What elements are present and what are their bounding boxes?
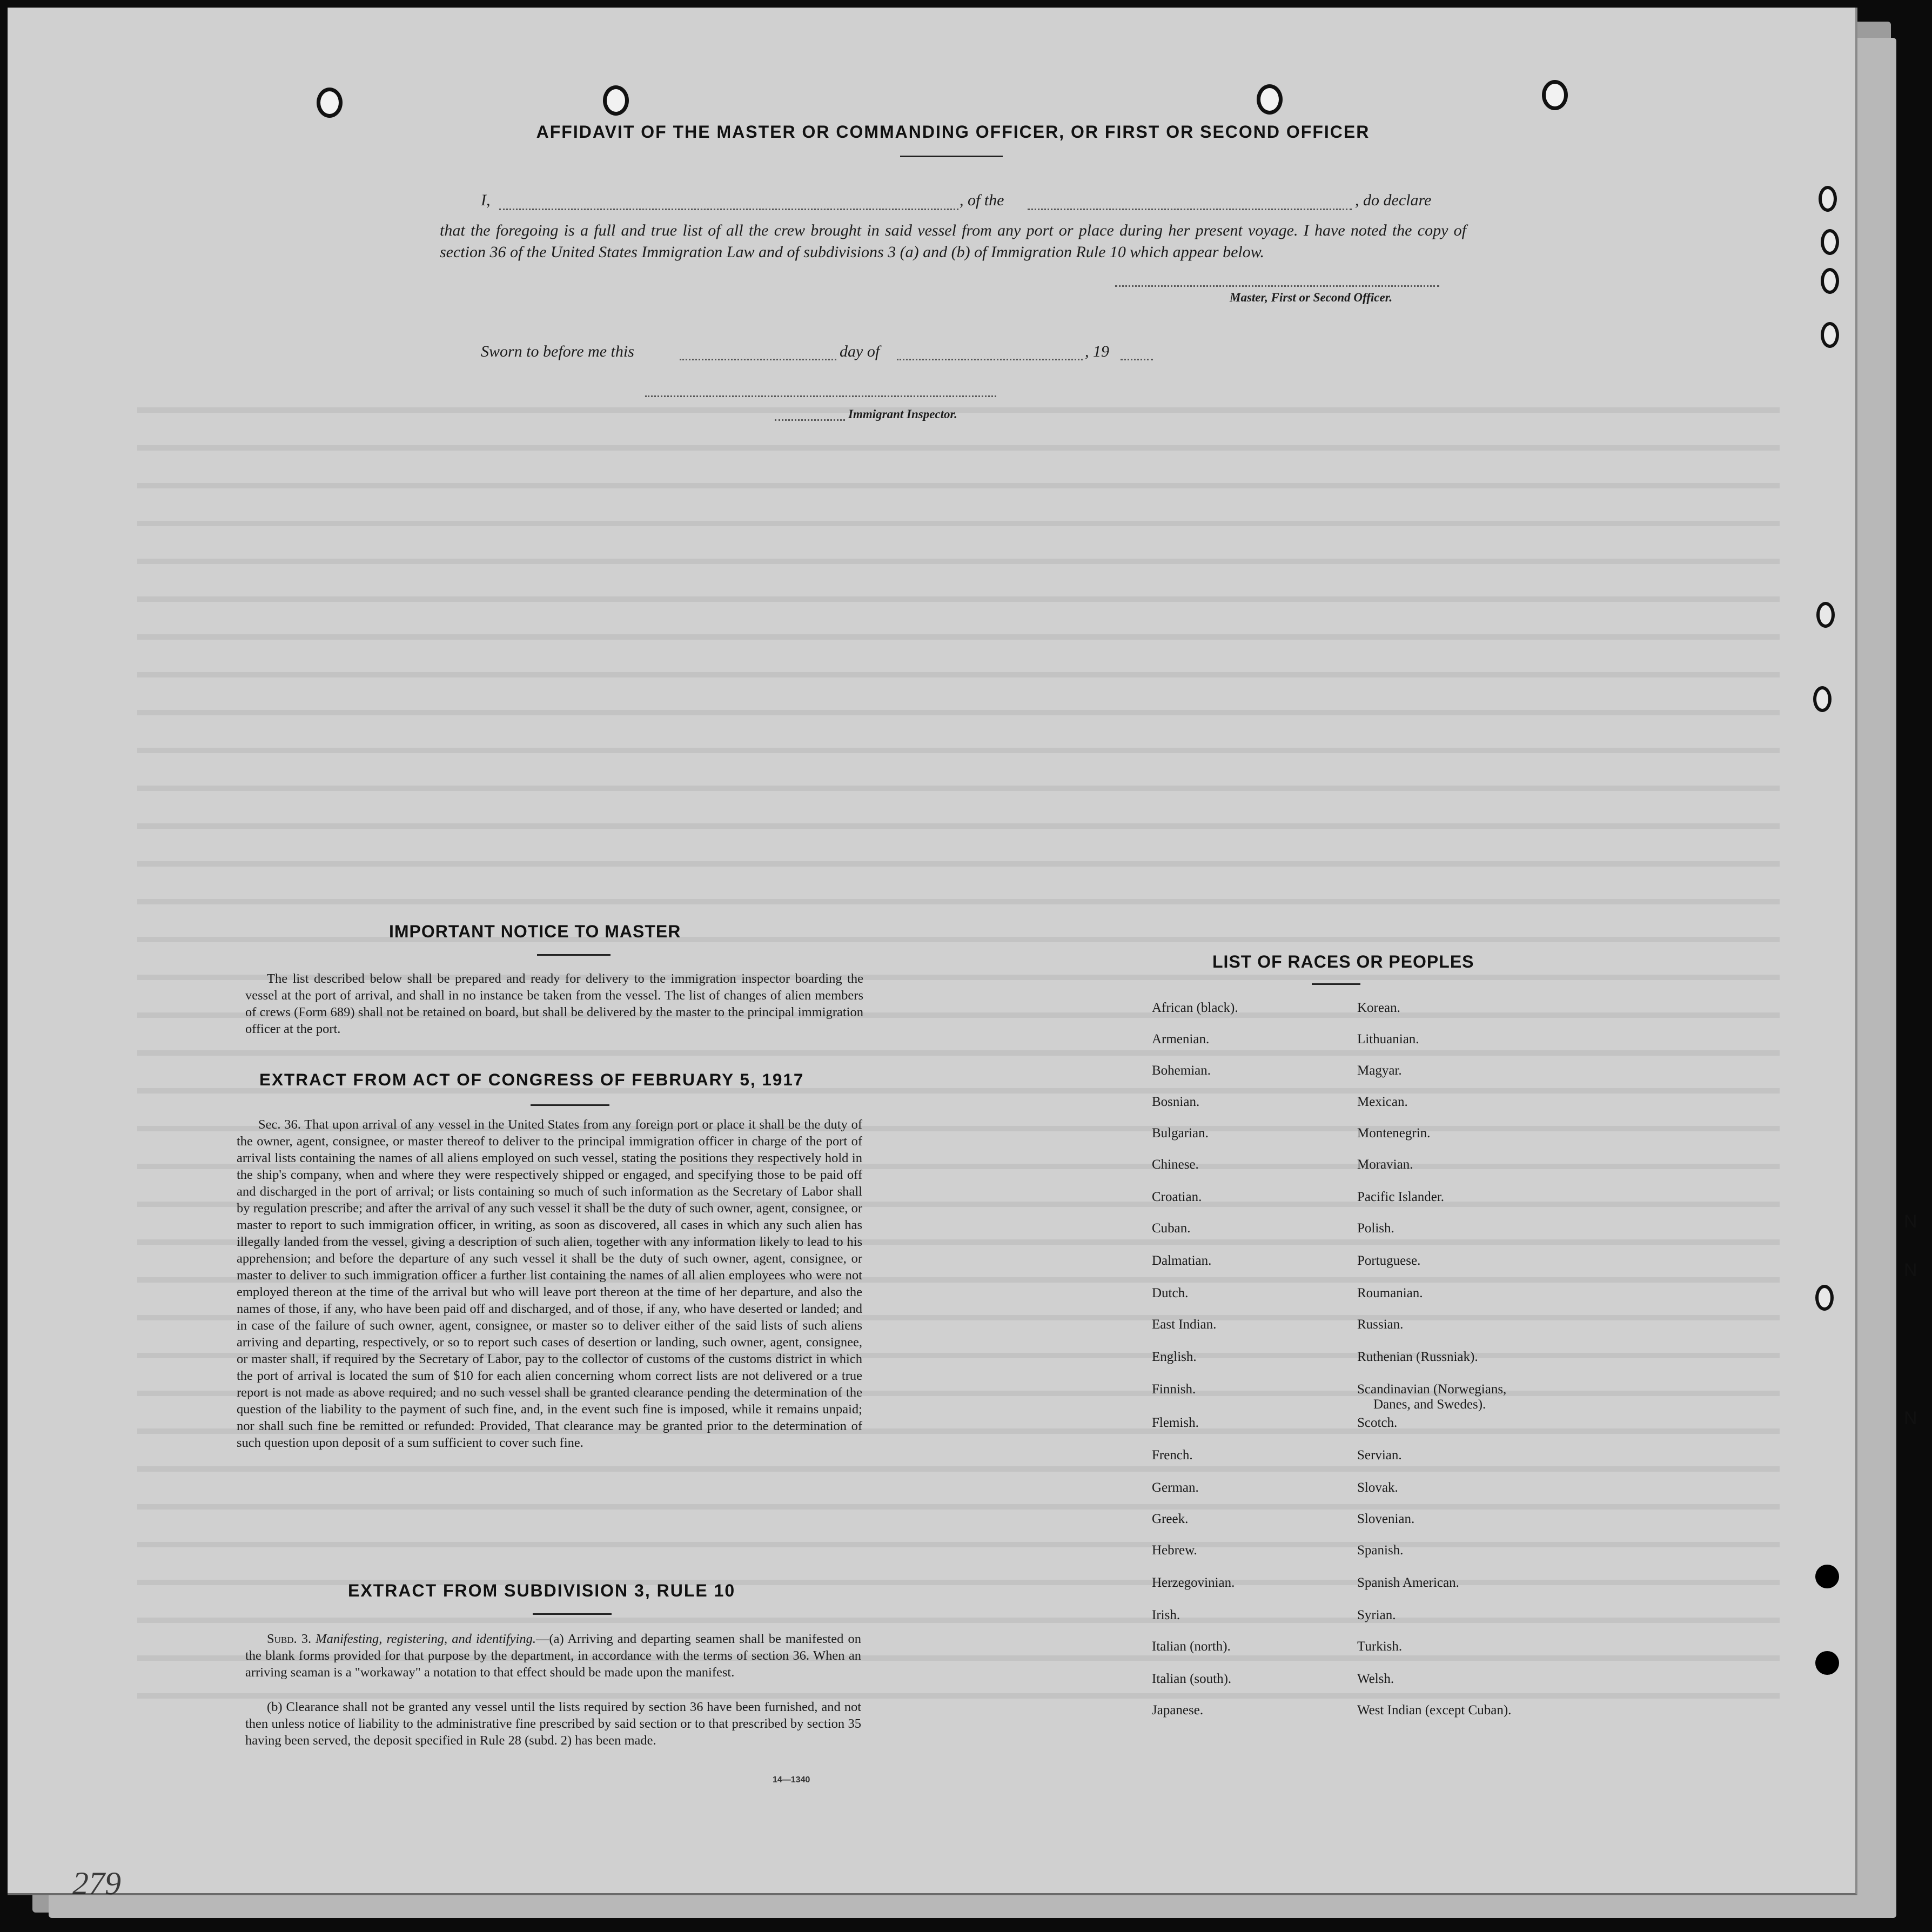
affidavit-title: AFFIDAVIT OF THE MASTER OR COMMANDING OFFICER, OR FIRST OR SECOND OFFICER — [536, 122, 1370, 142]
race-item: Russian. — [1357, 1317, 1404, 1332]
race-item: Herzegovinian. — [1152, 1575, 1235, 1590]
race-item: Spanish American. — [1357, 1575, 1459, 1590]
race-item: Italian (south). — [1152, 1672, 1232, 1686]
race-item: Magyar. — [1357, 1063, 1402, 1078]
race-item: Syrian. — [1357, 1608, 1396, 1622]
race-item: East Indian. — [1152, 1317, 1217, 1332]
name-blank[interactable] — [499, 209, 958, 210]
binder-hole — [1819, 186, 1837, 212]
vessel-blank[interactable] — [1028, 209, 1352, 210]
signature-blank[interactable] — [1115, 285, 1439, 287]
race-item: Lithuanian. — [1357, 1032, 1419, 1046]
handwritten-number: 279 — [72, 1866, 121, 1901]
binder-hole — [1821, 229, 1839, 255]
race-item: Flemish. — [1152, 1416, 1199, 1430]
day-of-text: day of — [840, 343, 880, 360]
signature-label: Master, First or Second Officer. — [1230, 291, 1393, 304]
race-item: Slovenian. — [1357, 1512, 1415, 1526]
binder-hole — [1257, 84, 1283, 115]
race-item: Finnish. — [1152, 1382, 1196, 1397]
race-item: African (black). — [1152, 1001, 1238, 1015]
race-item: Bosnian. — [1152, 1095, 1200, 1109]
binder-hole — [1815, 1285, 1834, 1311]
act-title: EXTRACT FROM ACT OF CONGRESS OF FEBRUARY 5, 1917 — [259, 1070, 804, 1089]
year-prefix: , 19 — [1085, 343, 1109, 360]
margin-mark: N — [1904, 1211, 1917, 1232]
race-item: English. — [1152, 1350, 1197, 1364]
race-item: Greek. — [1152, 1512, 1189, 1526]
day-blank[interactable] — [680, 359, 836, 360]
rule-title: EXTRACT FROM SUBDIVISION 3, RULE 10 — [348, 1581, 736, 1600]
race-item: Bohemian. — [1152, 1063, 1211, 1078]
races-left-column — [1152, 1001, 1379, 1725]
subd-para-a: —(a) Arriving and departing seamen shall be manifested on the blank forms provided for that purpose by the department, in accordance with the terms of section 36. When an arriving seaman is a "workaway" a notation to that effect should be made upon the manifest. — [245, 1632, 861, 1680]
inspector-lead — [775, 419, 845, 421]
binder-hole — [603, 85, 629, 116]
race-item: Italian (north). — [1152, 1639, 1231, 1654]
race-item: Chinese. — [1152, 1157, 1199, 1172]
subd-heading: Manifesting, registering, and identifying. — [316, 1632, 536, 1646]
race-item: Scandinavian (Norwegians, — [1357, 1382, 1507, 1397]
sworn-to-text: Sworn to before me this — [481, 343, 634, 360]
race-item: West Indian (except Cuban). — [1357, 1703, 1512, 1718]
affidavit-i: I, — [481, 191, 491, 209]
month-blank[interactable] — [897, 359, 1083, 360]
binder-hole — [1813, 686, 1832, 712]
race-item: Slovak. — [1357, 1480, 1398, 1495]
races-rule — [1312, 983, 1360, 985]
rule-rule — [533, 1613, 612, 1615]
race-item: Dalmatian. — [1152, 1253, 1212, 1268]
margin-mark: N — [1904, 1408, 1917, 1428]
notice-rule — [537, 954, 611, 956]
binder-hole — [1815, 1651, 1839, 1675]
binder-hole — [1816, 602, 1835, 628]
race-item: Japanese. — [1152, 1703, 1204, 1718]
rule-para-a — [245, 1631, 861, 1681]
title-rule — [900, 156, 1003, 157]
race-item: Welsh. — [1357, 1672, 1394, 1686]
race-item: Dutch. — [1152, 1286, 1189, 1300]
race-item: Croatian. — [1152, 1190, 1202, 1204]
binder-hole — [1821, 322, 1839, 348]
document-page — [8, 8, 1917, 1901]
race-item: Moravian. — [1357, 1157, 1413, 1172]
race-item: Bulgarian. — [1152, 1126, 1209, 1141]
inspector-label: Immigrant Inspector. — [848, 407, 957, 421]
binder-hole — [317, 88, 343, 118]
race-item: Spanish. — [1357, 1543, 1404, 1558]
notice-text: The list described below shall be prepared and ready for delivery to the immigration inspector boarding the vessel at the port of arrival, and shall in no instance be taken from the vessel. The list of changes of alien members of crews (Form 689) shall not be retained on board, but shall be delivered by the master to the principal immigration officer at the port. — [245, 971, 863, 1036]
race-item: Roumanian. — [1357, 1286, 1423, 1300]
act-rule — [531, 1104, 609, 1106]
binder-hole — [1542, 80, 1568, 110]
act-text: Sec. 36. That upon arrival of any vessel in the United States from any foreign port or place it shall be the duty of the owner, agent, consignee, or master thereof to deliver to the principal immigration officer in charge of the port of arrival lists containing the names of all aliens employed on such vessel, stating the positions they respectively hold in the ship's company, when and where they were respectively shipped or engaged, and specifying those to be paid off and discharged in the port of arrival; or lists containing so much of such information as the Secretary of Labor shall by regulation prescribe; and after the arrival of any such vessel it shall be the duty of such owner, agent, consignee, or master to report to such immigration officer, in writing, as soon as discovered, all cases in which any such alien has illegally landed from the vessel, giving a description of such alien, together with any information likely to lead to his apprehension; and before the departure of any such vessel it shall be the duty of such owner, agent, consignee, or master to deliver to such immigration officer a further list containing the names of all alien employees who were not employed thereon at the time of the arrival but who will leave port thereon at the time of her departure, and also the names of those, if any, who have been paid off and discharged, and of those, if any, who have deserted or landed; and in case of the failure of such owner, agent, consignee, or master so to deliver either of the said lists of such aliens arriving and departing, respectively, or so to report such cases of desertion or landing, such owner, agent, consignee, or master shall, if required by the Secretary of Labor, pay to the collector of customs of the customs district in which the port of arrival is located the sum of $10 for each alien concerning whom correct lists are not delivered or a true report is not made as above required; and no such vessel shall be granted clearance pending the determination of the question of the liability to the payment of such fine, and, in the event such fine is imposed, while it remains unpaid; nor shall such fine be remitted or refunded: Provided, That clearance may be granted prior to the determination of such question upon deposit of a sum sufficient to cover such fine. — [237, 1117, 862, 1450]
race-item: Cuban. — [1152, 1221, 1191, 1236]
races-right-column — [1357, 1001, 1660, 1725]
year-blank[interactable] — [1121, 359, 1153, 360]
race-item: Armenian. — [1152, 1032, 1210, 1046]
race-item: Korean. — [1357, 1001, 1400, 1015]
race-item: Polish. — [1357, 1221, 1394, 1236]
inspector-blank[interactable] — [645, 395, 996, 397]
notice-title: IMPORTANT NOTICE TO MASTER — [389, 922, 681, 941]
races-title: LIST OF RACES OR PEOPLES — [1212, 952, 1474, 971]
race-item: Scotch. — [1357, 1416, 1398, 1430]
race-item: Montenegrin. — [1357, 1126, 1431, 1141]
race-item: Servian. — [1357, 1448, 1402, 1463]
form-number: 14—1340 — [773, 1775, 810, 1785]
affidavit-do-declare: , do declare — [1355, 191, 1432, 209]
rule-para-b: (b) Clearance shall not be granted any vessel until the lists required by section 36 have been furnished, and not then unless notice of liability to the administrative fine prescribed by said section or to that prescribed by section 35 having been served, the deposit specified in Rule 28 (subd. 2) has been made. — [245, 1700, 861, 1748]
binder-hole — [1821, 268, 1839, 294]
race-item-continuation: Danes, and Swedes). — [1373, 1397, 1486, 1412]
race-item: Turkish. — [1357, 1639, 1403, 1654]
race-item: Pacific Islander. — [1357, 1190, 1445, 1204]
race-item: Hebrew. — [1152, 1543, 1197, 1558]
binder-hole — [1815, 1565, 1839, 1588]
race-item: Ruthenian (Russniak). — [1357, 1350, 1478, 1364]
affidavit-of-the: , of the — [960, 191, 1004, 209]
race-item: Irish. — [1152, 1608, 1180, 1622]
margin-mark: N — [1904, 1260, 1917, 1280]
race-item: Portuguese. — [1357, 1253, 1421, 1268]
affidavit-paragraph: that the foregoing is a full and true list of all the crew brought in said vessel from any port or place during her present voyage. I have noted the copy of section 36 of the United States Immigration Law and of subdivisions 3 (a) and (b) of Immigration Rule 10 which appear below. — [440, 222, 1466, 261]
subd-label: Subd. 3. — [267, 1632, 312, 1646]
race-item: French. — [1152, 1448, 1193, 1463]
race-item: Mexican. — [1357, 1095, 1408, 1109]
race-item: German. — [1152, 1480, 1199, 1495]
